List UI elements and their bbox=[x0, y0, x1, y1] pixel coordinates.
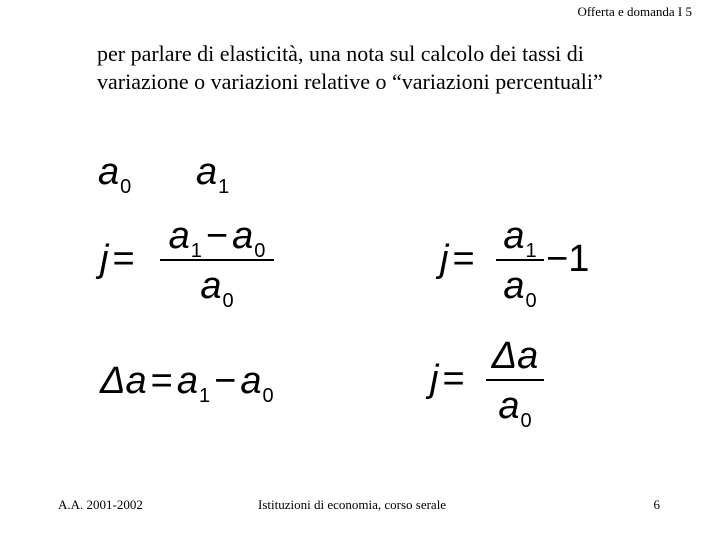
footer-page-number: 6 bbox=[653, 497, 660, 512]
fraction-numerator: $a_1 - a_0$ bbox=[168, 215, 266, 262]
intro-line-1: per parlare di elasticità, una nota sul calcolo dei tassi di bbox=[97, 41, 584, 66]
formula-a0: $a_0$ bbox=[98, 151, 132, 198]
formula-fraction-ratio: $a_1$ $a_0$ bbox=[496, 217, 544, 305]
formula-j-lhs-2: j = bbox=[440, 238, 475, 280]
intro-text bbox=[97, 40, 697, 96]
formula-j-lhs-3: j = bbox=[430, 358, 465, 400]
formula-fraction-difference bbox=[160, 215, 274, 312]
footer-course-name: Istituzioni di economia, corso serale bbox=[258, 497, 447, 512]
footer-academic-year: A.A. 2001-2002 bbox=[58, 497, 143, 512]
formula-j-lhs-1: j = bbox=[100, 238, 135, 280]
formula-fraction-delta: Δa $a_0$ bbox=[486, 337, 544, 425]
formula-minus-one: −1 bbox=[546, 238, 590, 280]
fraction-denominator: $a_0$ bbox=[200, 265, 234, 312]
intro-line-2: variazione o variazioni relative o “variazioni percentuali” bbox=[97, 69, 603, 94]
formula-delta-a: $\Delta a = a_1 - a_0$ bbox=[100, 360, 274, 407]
slide-header: Offerta e domanda I 5 bbox=[577, 4, 692, 19]
formula-a1: $a_1$ bbox=[196, 151, 230, 198]
